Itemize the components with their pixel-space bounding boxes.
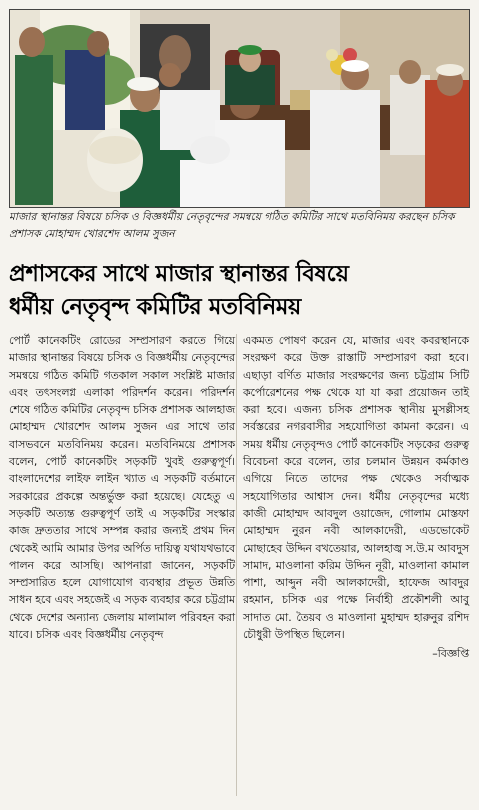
news-photo: [9, 9, 470, 208]
headline-line-2: ধর্মীয় নেতৃবৃন্দ কমিটির মতবিনিময়: [9, 294, 302, 320]
photo-caption: মাজার স্থানান্তর বিষয়ে চসিক ও বিজ্ঞধর্মীয় নেতৃবৃন্দের সমন্বয়ে গঠিত কমিটির সাথে মতবিনিময় করছেন চসিক প্রশাসক মোহাম্মদ খোরশেদ আলম সুজন: [9, 211, 455, 240]
headline-line-1: প্রশাসকের সাথে মাজার স্থানান্তর বিষয়ে: [9, 261, 349, 287]
article-column-left: [9, 332, 235, 643]
column-divider: [236, 334, 237, 796]
press-release-credit: –বিজ্ঞপ্তি: [432, 647, 469, 661]
article-text-right: একমত পোষণ করেন যে, মাজার এবং কবরস্থানকে সংরক্ষণ করে উক্ত রাস্তাটি সম্প্রসারণ করা হবে। এছাড়া বর্ণিত মাজার সংরক্ষণের জন্য চট্টগ্রাম সিটি কর্পোরেশনের পক্ষ থেকে যা যা করা প্রয়োজন তাই করা হবে। এজন্য চসিক প্রশাসক স্থানীয় মুসল্লীসহ সর্বস্তরের নগরবাসীর সহযোগিতা কামনা করেন। এ সময় ধর্মীয় নেতৃবৃন্দও পোর্ট কানেকটিং সড়কের গুরুত্ব বিবেচনা করে বলেন, তার চলমান উন্নয়ন কর্মকাণ্ড এগিয়ে নিতে তাদের পক্ষ থেকেও সর্বাত্মক সহযোগিতার আশ্বাস দেন। ধর্মীয় নেতৃবৃন্দের মধ্যে কাজী মোহাম্মদ আবদুল ওয়াজেদ, গোলাম মোস্তফা মোহাম্মদ নুরন নবী আলকাদেরী, এডভোকেট মোছাহেব উদ্দিন বখতেয়ার, আলহাজ্ব স.উ.ম আবদুস সামাদ, মাওলানা করিম উদ্দিন নূরী, মাওলানা কামাল পাশা, আব্দুন নবী আলকাদেরী, হাফেজ আবদুর রহমান, চসিক এর পক্ষে নির্বাহী প্রকৌশলী আবু সাদাত মো. তৈয়ব ও মাওলানা মুহাম্মদ হারুনুর রশিদ চৌধুরী উপস্থিত ছিলেন।: [243, 334, 469, 642]
headline: [9, 258, 471, 324]
meeting-photo-illustration: [10, 10, 469, 207]
article-text-left: পোর্ট কানেকটিং রোডের সম্প্রসারণ করতে গিয়ে মাজার স্থানান্তর বিষয়ে চসিক ও বিজ্ঞধর্মীয় নেতৃবৃন্দের সমন্বয়ে গঠিত কমিটি গতকাল সকাল সংশ্লিষ্ট মাজার এবং তৎসংলগ্ন এলাকা পরিদর্শন করেন। পরিদর্শন শেষে গঠিত কমিটির নেতৃবৃন্দ চসিক প্রশাসক আলহাজ মোহাম্মদ খোরশেদ আলম সুজন এর সাথে তার বাসভবনে মতবিনিময় করেন। মতবিনিময়ে প্রশাসক বলেন, পোর্ট কানেকটিং সড়কটি খুবই গুরুত্বপূর্ণ। বাংলাদেশের লাইফ লাইন খ্যাত এ সড়কটি বর্তমানে সরকারের প্রকল্পে অন্তর্ভুক্ত করা হয়েছে। যেহেতু এ সড়কটি অত্যন্ত গুরুত্বপূর্ণ তাই এ সড়কটির সংস্কার কাজ দ্রুততার সাথে সম্পন্ন করার জন্যই প্রথম দিন থেকেই আমি আমার উপর অর্পিত দায়িত্ব যথাযথভাবে পালন করে আসছি। আপনারা জানেন, সড়কটি সম্প্রসারিত হলে যোগাযোগ ব্যবস্থার প্রভূত উন্নতি সাধন হবে এবং সহজেই এ সড়ক ব্যবহার করে চট্টগ্রাম থেকে দেশের অন্যান্য জেলায় মালামাল পরিবহন করা যাবে। চসিক এবং বিজ্ঞধর্মীয় নেতৃবৃন্দ: [9, 334, 235, 642]
article-column-right: [243, 332, 469, 663]
